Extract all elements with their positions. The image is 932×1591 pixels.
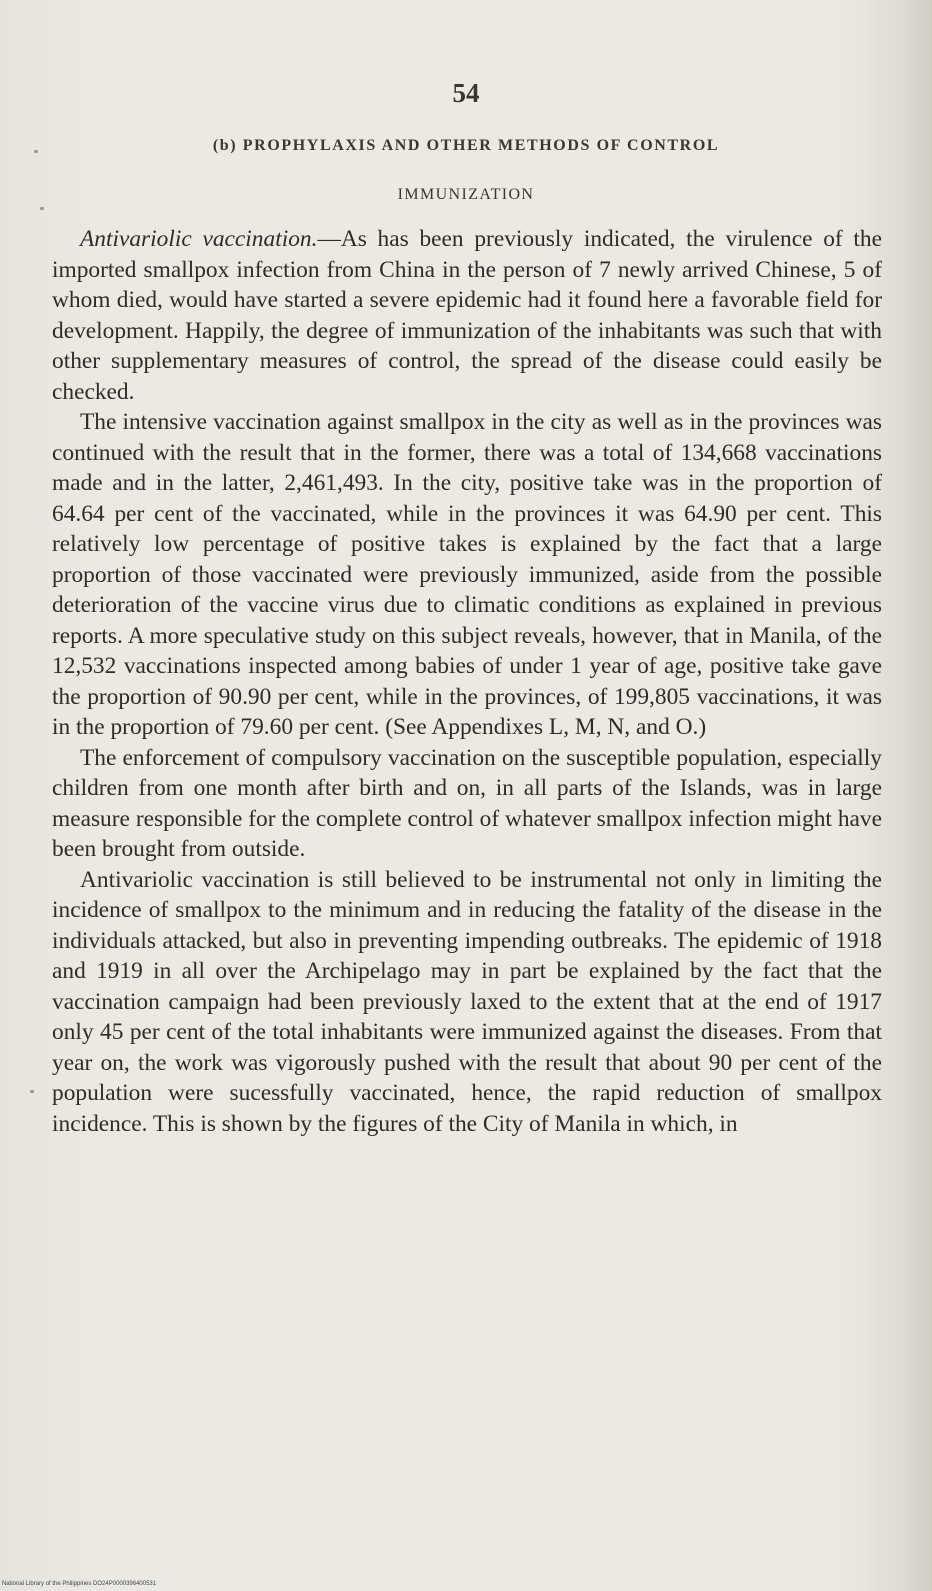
paragraph-text: —As has been previously indicated, the virulence of the imported smallpox infection from China in the person of 7 newly arrived Chinese, 5 of whom died, would have started a severe epidemic had it found here a favorable field for development. Happily, the degree of immunization of the inhabitants was such that with other supplementary measures of control, the spread of the disease could easily be checked. [52, 226, 882, 405]
page-number: 54 [452, 78, 480, 108]
scan-speck [40, 207, 44, 210]
sub-heading: IMMUNIZATION [397, 186, 535, 203]
paragraph-text: The enforcement of compulsory vaccination on the susceptible population, especially children from one month after birth and on, in all parts of the Islands, was in large measure responsible for the complete control of whatever smallpox infection might have been brought from outside. [52, 744, 882, 862]
paragraph [52, 224, 882, 407]
scan-footer: National Library of the Philippines DO24P0000396400531 [2, 1581, 157, 1587]
section-heading: (b) PROPHYLAXIS AND OTHER METHODS OF CONTROL [212, 137, 720, 154]
paragraph-lead-in: Antivariolic vaccination. [80, 226, 318, 252]
paragraph [52, 743, 882, 865]
paragraph-text: Antivariolic vaccination is still believed to be instrumental not only in limiting the incidence of smallpox to the minimum and in reducing the fatality of the disease in the individuals attacked, but also in preventing impending outbreaks. The epidemic of 1918 and 1919 in all over the Archipelago may in part be explained by the fact that the vaccination campaign had been previously laxed to the extent that at the end of 1917 only 45 per cent of the total inhabitants were immunized against the diseases. From that year on, the work was vigorously pushed with the result that about 90 per cent of the population were sucessfully vaccinated, hence, the rapid reduction of smallpox incidence. This is shown by the figures of the City of Manila in which, in [52, 866, 882, 1137]
body-text [52, 224, 882, 1139]
scan-speck [30, 1090, 34, 1093]
paragraph-text: The intensive vaccination against smallpox in the city as well as in the provinces was continued with the result that in the former, there was a total of 134,668 vaccinations made and in the latter, 2,461,493. In the city, positive take was in the proportion of 64.64 per cent of the vaccinated, while in the provinces it was 64.90 per cent. This relatively low percentage of positive takes is explained by the fact that a large proportion of those vaccinated were previously immunized, aside from the possible deterioration of the vaccine virus due to climatic conditions as explained in previous reports. A more speculative study on this subject reveals, however, that in Manila, of the 12,532 vaccinations inspected among babies of under 1 year of age, positive take gave the proportion of 90.90 per cent, while in the provinces, of 199,805 vaccinations, it was in the proportion of 79.60 per cent. (See Appendixes L, M, N, and O.) [52, 409, 882, 740]
paragraph [52, 865, 882, 1140]
paragraph [52, 407, 882, 743]
